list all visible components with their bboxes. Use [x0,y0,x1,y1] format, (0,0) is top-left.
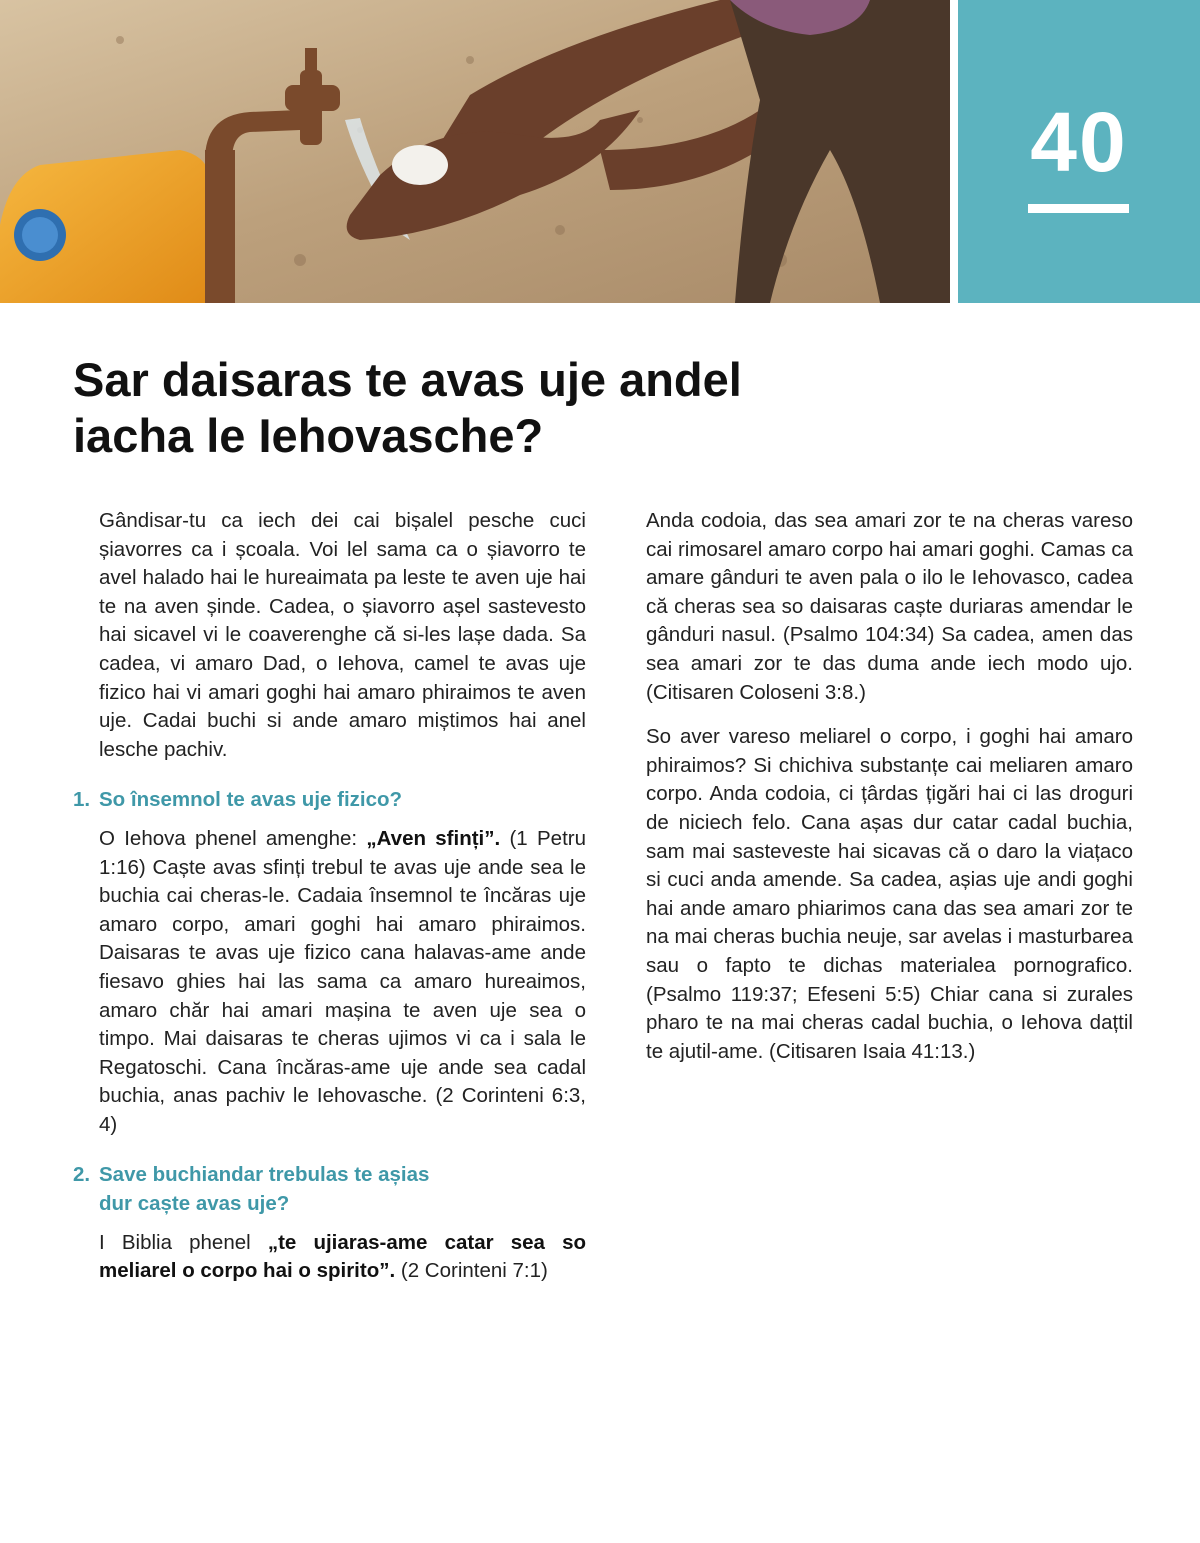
answer-text-start: O Iehova phenel amenghe: [99,826,367,850]
scripture-quote: „Aven sfinți”. [366,826,501,850]
left-column [73,507,586,1302]
answer-text-start: I Biblia phenel [99,1230,268,1254]
question-number: 1. [73,788,91,812]
right-paragraph-2: So aver vareso meliarel o corpo, i goghi hai amaro phiraimos? Si chichiva substanțe cai meliaren amaro corpo. Anda codoia, ci țârdas țigări hai ci las droguri de niciech felo. Cana așas dur catar cadal buchia, sam mai sasteveste hai sicavas că o daro la viațaco si cuci anda amende. Sa cadea, așias uje andi goghi hai ande amaro phiarimos cana das sea amari zor te na mai cheras buchia neuje, sar avelas i masturbarea sau o fapto te dichas materialea pornografico. (Psalmo 119:37; Efeseni 5:5) Chiar cana si zurales pharo te na mai cheras cadal buchia, o Iehova dațtil te ajutil-ame. (Citisaren Isaia 41:13.) [646,725,1133,1063]
question-text: So însemnol te avas uje fizico? [99,788,403,812]
answer-text-end: (1 Petru 1:16) Caște avas sfinți trebul te avas uje ande sea le buchia cai cheras-le. Cadaia însemnol te încăras uje amaro corpo, amari goghi hai amaro phiraimos. Daisaras te avas uje fizico cana halavas-ame ande fiesavo ghies hai las sama ca amaro hureaimos, amaro chăr hai amari mașina te aven uje sea o timpo. Mai daisaras te cheras ujimos vi ca i sala le Regatoschi. Cana încăras-ame uje ande sea cadal buchia, anas pachiv le Iehovasche. (2 Corinteni 6:3, 4) [99,826,586,1136]
question-text: Save buchiandar trebulas te așias dur caște avas uje? [99,1163,430,1216]
answer-2-paragraph [99,1229,586,1286]
question-2 [73,1161,586,1218]
hands-washing-illustration [0,0,950,303]
lesson-underline [1028,204,1129,213]
lesson-badge [958,0,1200,303]
lesson-number: 40 [1030,95,1128,189]
right-column [646,507,1133,1082]
answer-1-paragraph [99,825,586,1140]
page-title: Sar daisaras te avas uje andel iacha le Iehovasche? [73,353,742,462]
answer-text-end: (2 Corinteni 7:1) [395,1259,548,1283]
jerrycan-shape [0,150,210,303]
question-1 [73,786,586,815]
scripture-quote: „te ujiaras-ame catar sea so meliarel o corpo hai o spirito”. [99,1230,586,1283]
question-number: 2. [73,1163,91,1187]
hero-photo [0,0,950,303]
right-paragraph-1: Anda codoia, das sea amari zor te na cheras vareso cai rimosarel amaro corpo hai amari goghi. Camas ca amare gânduri te aven pala o ilo le Iehovasco, cadea că cheras sea so daisaras caște duriaras amendar le gânduri nasul. (Psalmo 104:34) Sa cadea, amen das sea amari zor te das duma ande iech modo ujo. (Citisaren Coloseni 3:8.) [646,509,1133,704]
intro-paragraph: Gândisar-tu ca iech dei cai bișalel pesche cuci șiavorres ca i școala. Voi lel sama ca o șiavorro te avel halado hai le hureaimata pa leste te aven uje hai te na aven șinde. Cadea, o șiavorro așel sastevesto hai sicavel vi le coaverenghe că si-les lașe dada. Sa cadea, vi amaro Dad, o Iehova, camel te avas uje fizico hai vi amari goghi hai amaro phiraimos te aven uje. Cadai buchi si ande amaro miștimos hai anel lesche pachiv. [99,509,586,761]
